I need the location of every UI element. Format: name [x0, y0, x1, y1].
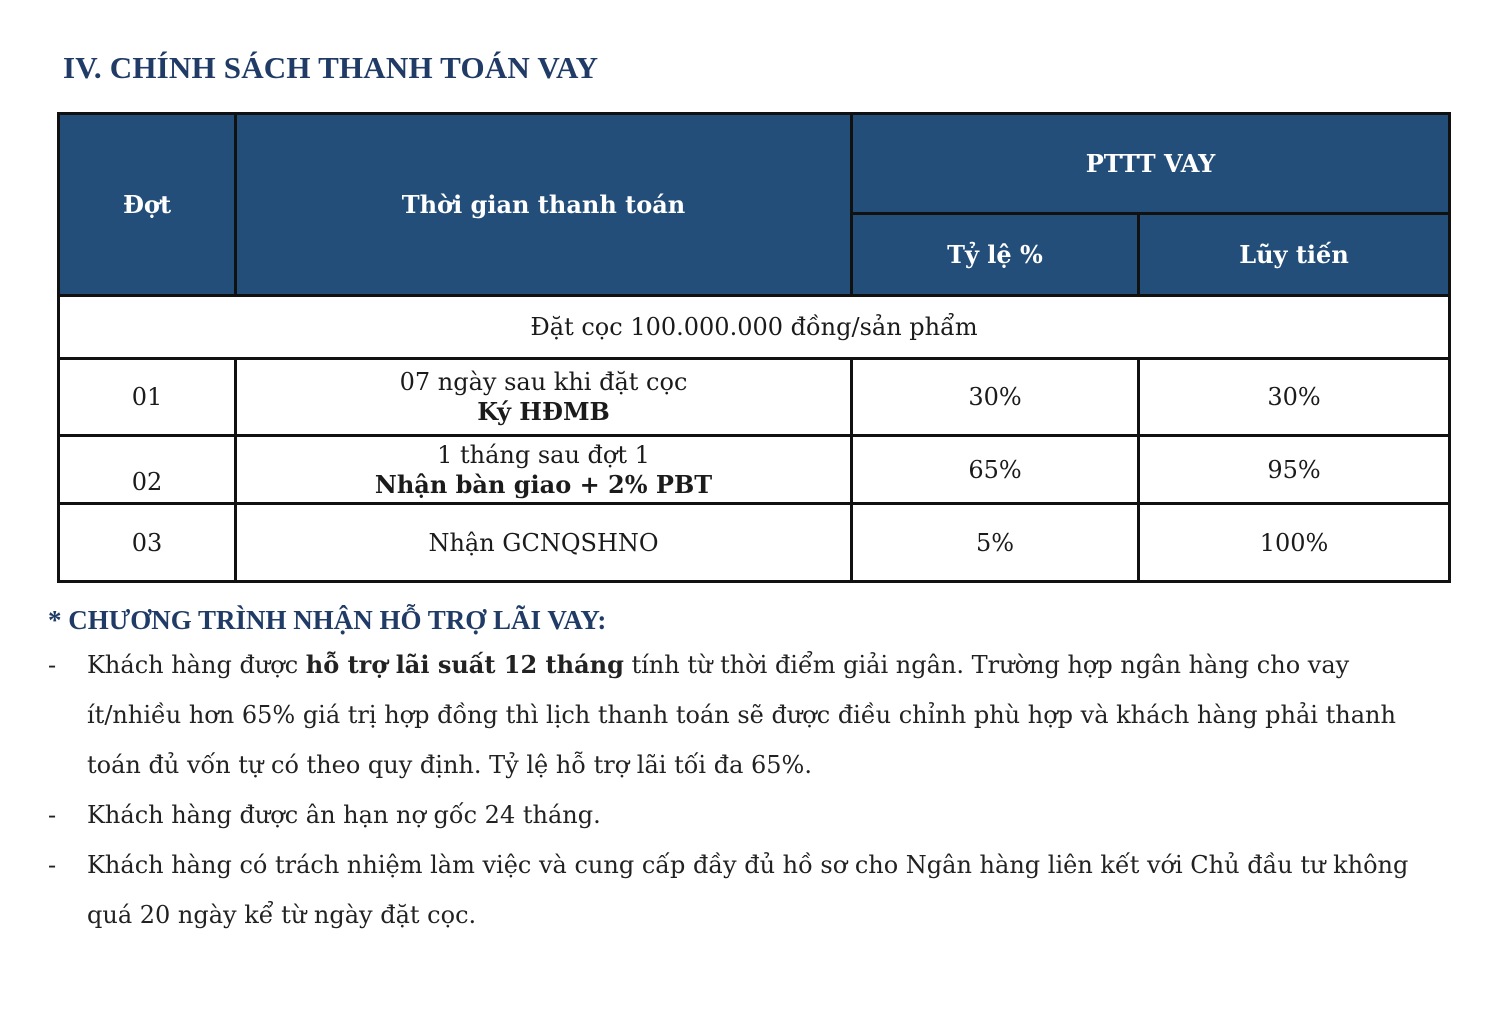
time-line: 1 tháng sau đợt 1 — [437, 440, 650, 469]
row-cumulative: 100% — [1139, 504, 1450, 582]
bullet-dash: - — [48, 651, 57, 679]
bullet-dash: - — [48, 801, 57, 829]
note-highlight: hỗ trợ lãi suất 12 tháng — [305, 650, 624, 679]
row-payment-time: Nhận GCNQSHNO — [236, 504, 852, 582]
table-row — [59, 504, 1450, 582]
row-cumulative: 95% — [1139, 436, 1450, 504]
row-payment-time — [236, 359, 852, 436]
time-line: 07 ngày sau khi đặt cọc — [399, 368, 688, 396]
list-item — [48, 840, 1448, 940]
row-dot: 01 — [59, 359, 236, 436]
note-text: Khách hàng có trách nhiệm làm việc và cung cấp đầy đủ hồ sơ cho Ngân hàng liên kết với Chủ đầu tư không quá 20 ngày kể từ ngày đặt cọc. — [87, 851, 1409, 929]
row-payment-time — [236, 436, 852, 504]
interest-support-section — [48, 600, 1448, 940]
row-cumulative: 30% — [1139, 359, 1450, 436]
header-rate: Tỷ lệ % — [852, 214, 1139, 296]
notes-list — [48, 640, 1448, 940]
time-milestone: Ký HĐMB — [477, 397, 610, 426]
section-title: IV. CHÍNH SÁCH THANH TOÁN VAY — [63, 50, 599, 85]
payment-schedule-table — [57, 112, 1451, 583]
row-dot: 02 — [59, 436, 236, 504]
list-item — [48, 640, 1448, 790]
header-loan-method: PTTT VAY — [852, 114, 1450, 214]
note-text: Khách hàng được — [87, 651, 306, 679]
list-item — [48, 790, 1448, 840]
notes-title: * CHƯƠNG TRÌNH NHẬN HỖ TRỢ LÃI VAY: — [48, 605, 607, 635]
row-rate: 65% — [852, 436, 1139, 504]
bullet-dash: - — [48, 851, 57, 879]
row-rate: 5% — [852, 504, 1139, 582]
header-dot: Đợt — [59, 114, 236, 296]
table-row — [59, 436, 1450, 504]
row-rate: 30% — [852, 359, 1139, 436]
time-milestone: Nhận bàn giao + 2% PBT — [374, 469, 713, 499]
header-cumulative: Lũy tiến — [1139, 214, 1450, 296]
note-text: tính từ thời điểm giải ngân. Trường hợp ngân hàng cho vay ít/nhiều hơn 65% giá trị hợp đồng thì lịch thanh toán sẽ được điều chỉnh phù hợp và khách hàng phải thanh toán đủ vốn tự có theo quy định. Tỷ lệ hỗ trợ lãi tối đa 65%. — [87, 651, 1396, 779]
table-row — [59, 359, 1450, 436]
deposit-row: Đặt cọc 100.000.000 đồng/sản phẩm — [59, 296, 1450, 359]
row-dot: 03 — [59, 504, 236, 582]
header-payment-time: Thời gian thanh toán — [236, 114, 852, 296]
note-text: Khách hàng được ân hạn nợ gốc 24 tháng. — [87, 801, 601, 829]
